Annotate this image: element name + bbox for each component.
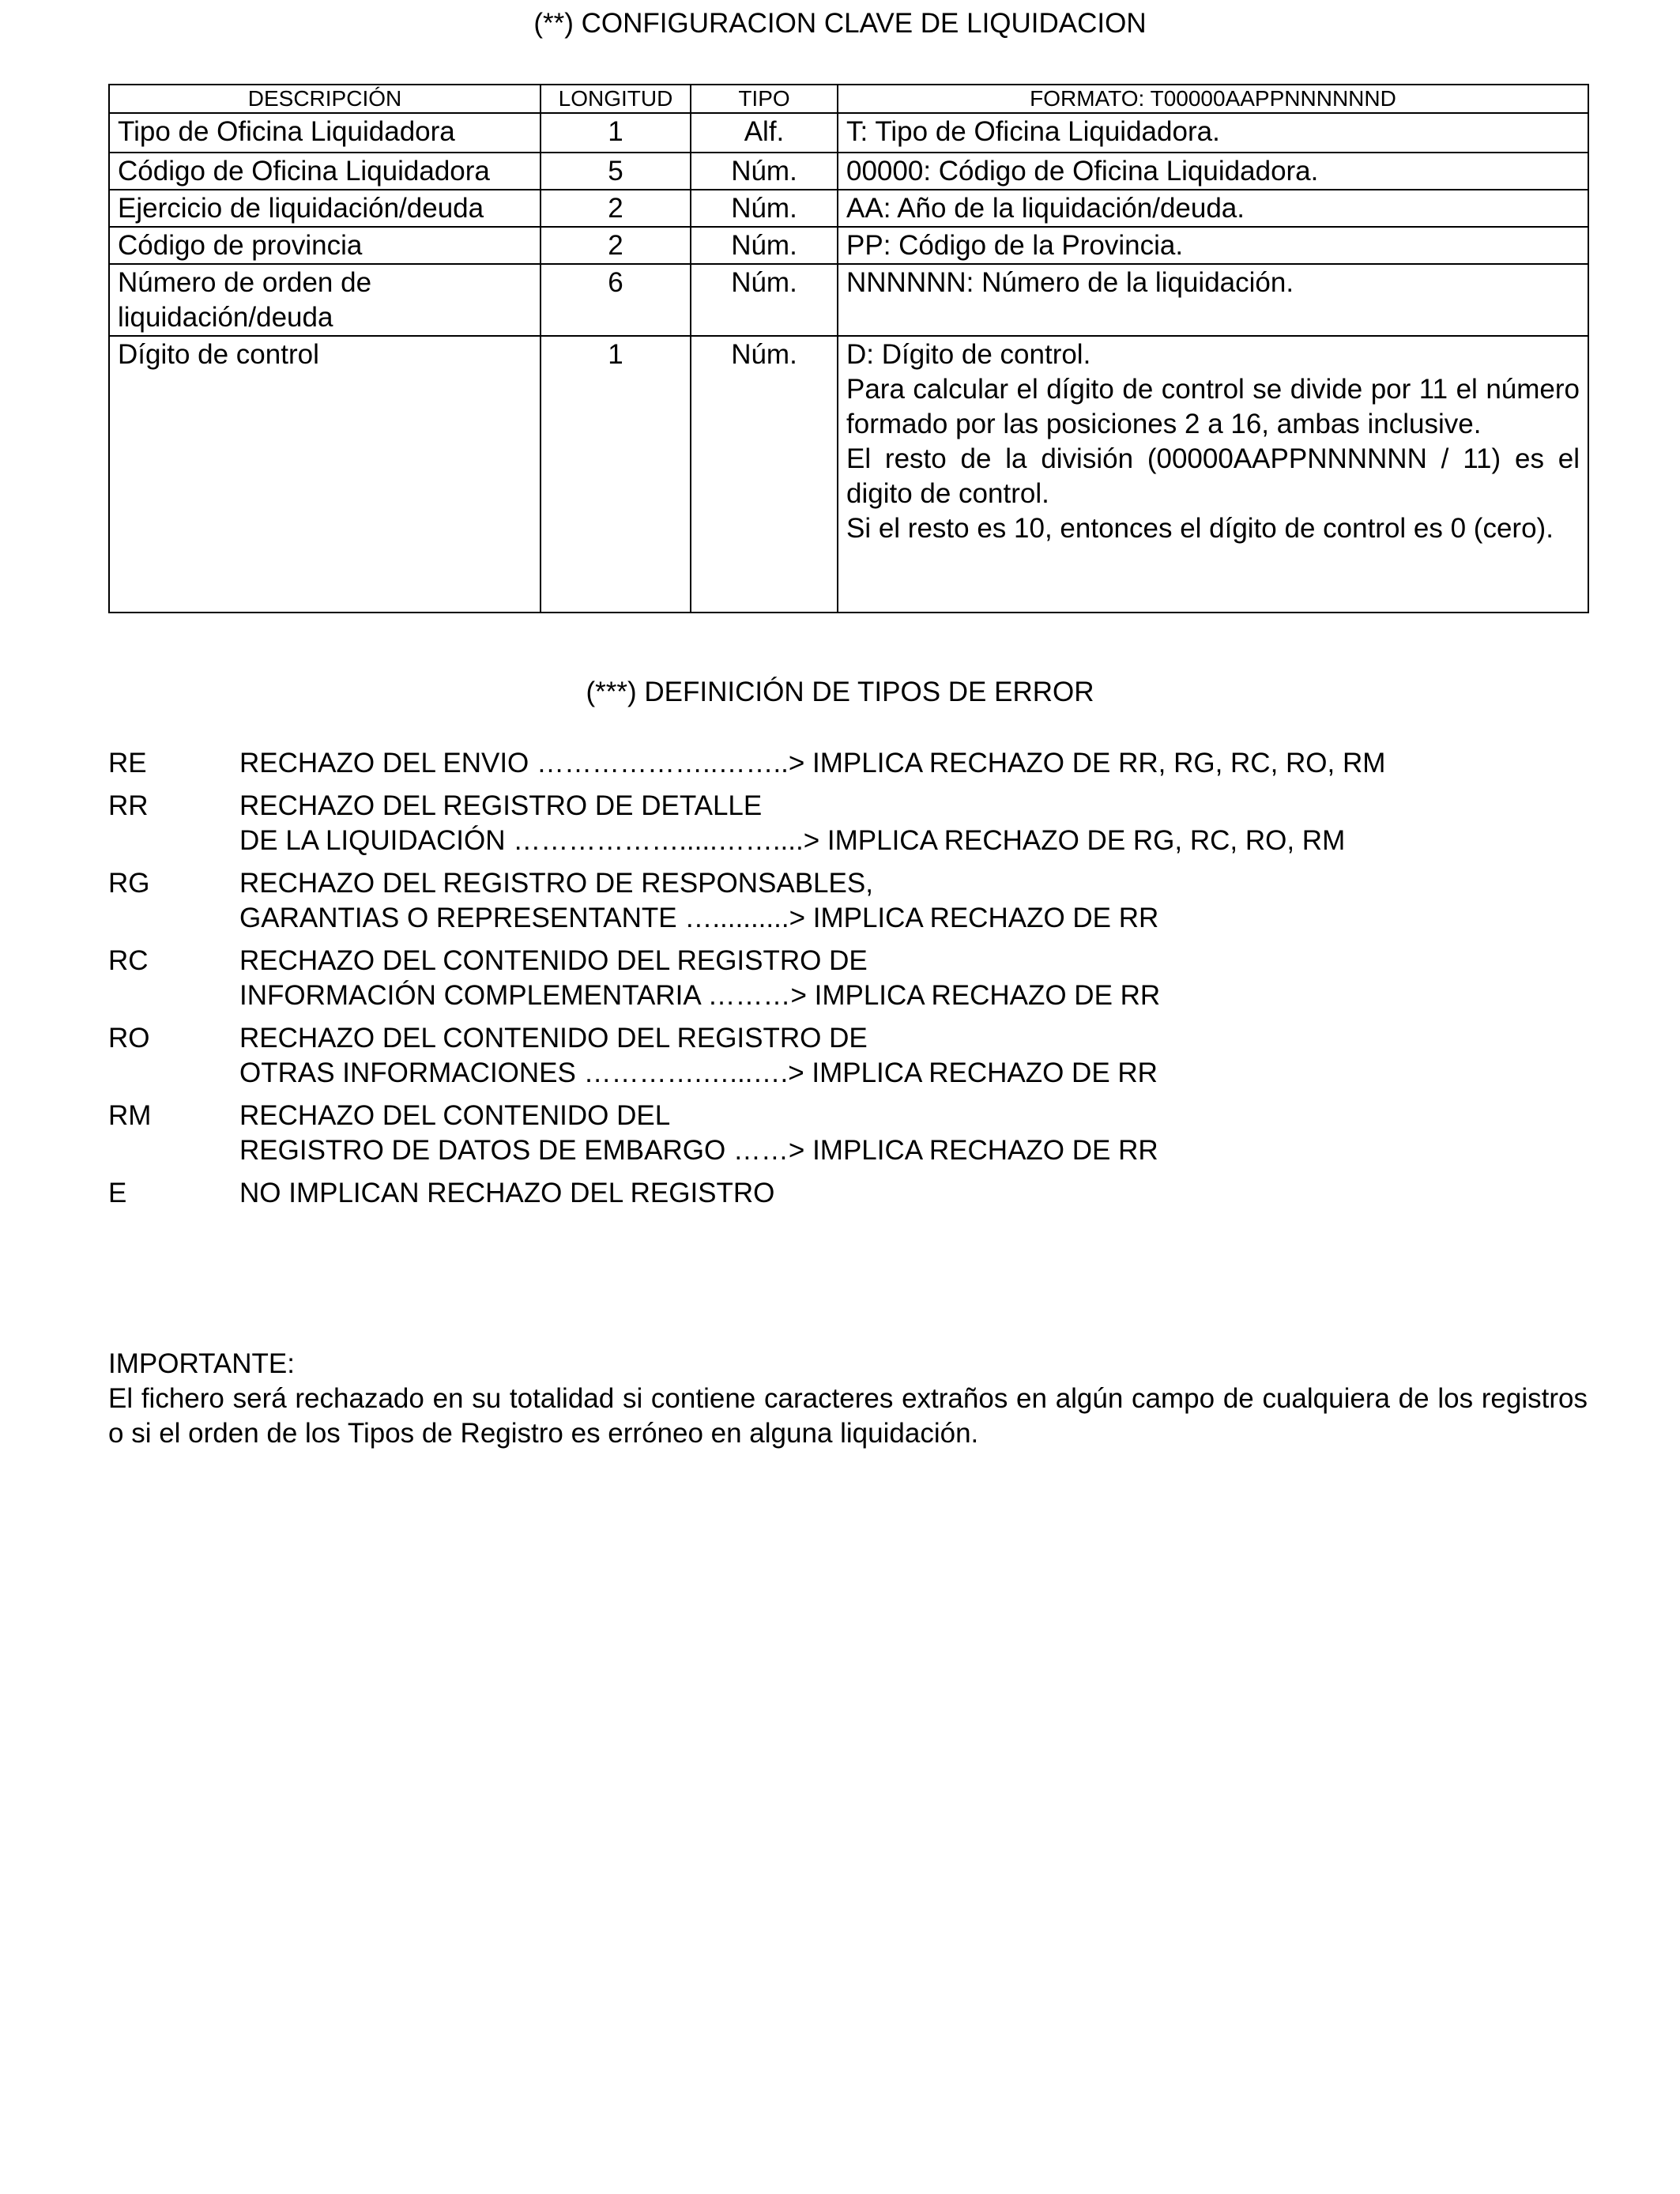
error-description (239, 789, 1594, 858)
error-line: GARANTIAS O REPRESENTANTE …..........> IMPLICA RECHAZO DE RR (239, 903, 1159, 933)
important-heading: IMPORTANTE: (108, 1348, 295, 1379)
table-row (109, 336, 1588, 613)
error-description (239, 1176, 1594, 1211)
page-title: (**) CONFIGURACION CLAVE DE LIQUIDACION (533, 8, 1147, 39)
formato-line: El resto de la división (00000AAPPNNNNNN / 11) es el digito de control. (846, 443, 1580, 509)
cell-longitud: 5 (541, 153, 691, 190)
error-line: OTRAS INFORMACIONES ………….…...….> IMPLICA RECHAZO DE RR (239, 1057, 1158, 1088)
error-line: RECHAZO DEL CONTENIDO DEL (239, 1100, 671, 1131)
error-description (239, 944, 1594, 1013)
list-item (108, 944, 1594, 1013)
error-line: REGISTRO DE DATOS DE EMBARGO ……> IMPLICA RECHAZO DE RR (239, 1135, 1158, 1166)
cell-longitud: 1 (541, 336, 691, 613)
error-line: INFORMACIÓN COMPLEMENTARIA ………> IMPLICA RECHAZO DE RR (239, 980, 1161, 1011)
liquidation-key-table (108, 84, 1589, 613)
formato-line: Si el resto es 10, entonces el dígito de control es 0 (cero). (846, 513, 1554, 544)
cell-tipo: Núm. (691, 227, 838, 264)
column-header-longitud: LONGITUD (541, 85, 691, 113)
cell-descripcion: Código de provincia (109, 227, 541, 264)
error-type-list (108, 746, 1594, 1211)
error-line: DE LA LIQUIDACIÓN ……………….....……....> IMPLICA RECHAZO DE RG, RC, RO, RM (239, 825, 1346, 856)
error-line: RECHAZO DEL CONTENIDO DEL REGISTRO DE (239, 945, 868, 976)
formato-line: 00000: Código de Oficina Liquidadora. (846, 156, 1319, 187)
cell-descripcion: Tipo de Oficina Liquidadora (109, 113, 541, 153)
table-row (109, 190, 1588, 227)
column-header-formato: FORMATO: T00000AAPPNNNNNND (838, 85, 1588, 113)
cell-tipo: Núm. (691, 264, 838, 336)
error-description (239, 1099, 1594, 1168)
list-item (108, 746, 1594, 781)
formato-line: D: Dígito de control. (846, 339, 1091, 370)
important-text: El fichero será rechazado en su totalidad si contiene caracteres extraños en algún campo de cualquiera de los registros o si el orden de los Tipos de Registro es erróneo en alguna liquidación. (108, 1383, 1588, 1449)
column-header-descripcion: DESCRIPCIÓN (109, 85, 541, 113)
cell-formato (838, 190, 1588, 227)
table-row (109, 227, 1588, 264)
cell-formato (838, 153, 1588, 190)
error-description (239, 866, 1594, 936)
error-line: RECHAZO DEL REGISTRO DE RESPONSABLES, (239, 868, 873, 899)
cell-longitud: 6 (541, 264, 691, 336)
error-line: RECHAZO DEL REGISTRO DE DETALLE (239, 790, 763, 821)
list-item (108, 789, 1594, 858)
formato-line: NNNNNN: Número de la liquidación. (846, 267, 1294, 298)
list-item (108, 1021, 1594, 1091)
cell-longitud: 2 (541, 190, 691, 227)
table-row (109, 264, 1588, 336)
cell-formato (838, 264, 1588, 336)
cell-descripcion: Dígito de control (109, 336, 541, 613)
error-code: RC (108, 945, 149, 976)
cell-formato (838, 227, 1588, 264)
table-header-row (109, 85, 1588, 113)
error-code: RM (108, 1100, 152, 1131)
error-code: RG (108, 868, 150, 899)
formato-line: AA: Año de la liquidación/deuda. (846, 193, 1245, 224)
formato-line: T: Tipo de Oficina Liquidadora. (846, 116, 1220, 147)
cell-tipo: Núm. (691, 190, 838, 227)
error-code: E (108, 1178, 127, 1208)
column-header-tipo: TIPO (691, 85, 838, 113)
cell-tipo: Alf. (691, 113, 838, 153)
error-description (239, 1021, 1594, 1091)
formato-line: Para calcular el dígito de control se divide por 11 el número formado por las posiciones 2 a 16, ambas inclusive. (846, 374, 1580, 439)
error-code: RE (108, 748, 147, 778)
table-row (109, 153, 1588, 190)
cell-descripcion: Ejercicio de liquidación/deuda (109, 190, 541, 227)
cell-tipo: Núm. (691, 153, 838, 190)
cell-longitud: 2 (541, 227, 691, 264)
important-note (108, 1347, 1588, 1451)
list-item (108, 1099, 1594, 1168)
error-line: RECHAZO DEL ENVIO ………………..……..> IMPLICA RECHAZO DE RR, RG, RC, RO, RM (239, 748, 1386, 778)
error-line: NO IMPLICAN RECHAZO DEL REGISTRO (239, 1178, 775, 1208)
error-line: RECHAZO DEL CONTENIDO DEL REGISTRO DE (239, 1023, 868, 1054)
cell-descripcion: Código de Oficina Liquidadora (109, 153, 541, 190)
list-item (108, 866, 1594, 936)
table-row (109, 113, 1588, 153)
error-code: RO (108, 1023, 150, 1054)
error-code: RR (108, 790, 149, 821)
section-title: (***) DEFINICIÓN DE TIPOS DE ERROR (586, 677, 1094, 707)
cell-longitud: 1 (541, 113, 691, 153)
cell-descripcion: Número de orden de liquidación/deuda (109, 264, 541, 336)
error-description (239, 746, 1594, 781)
formato-line: PP: Código de la Provincia. (846, 230, 1184, 261)
cell-formato (838, 336, 1588, 613)
list-item (108, 1176, 1594, 1211)
cell-tipo: Núm. (691, 336, 838, 613)
cell-formato (838, 113, 1588, 153)
